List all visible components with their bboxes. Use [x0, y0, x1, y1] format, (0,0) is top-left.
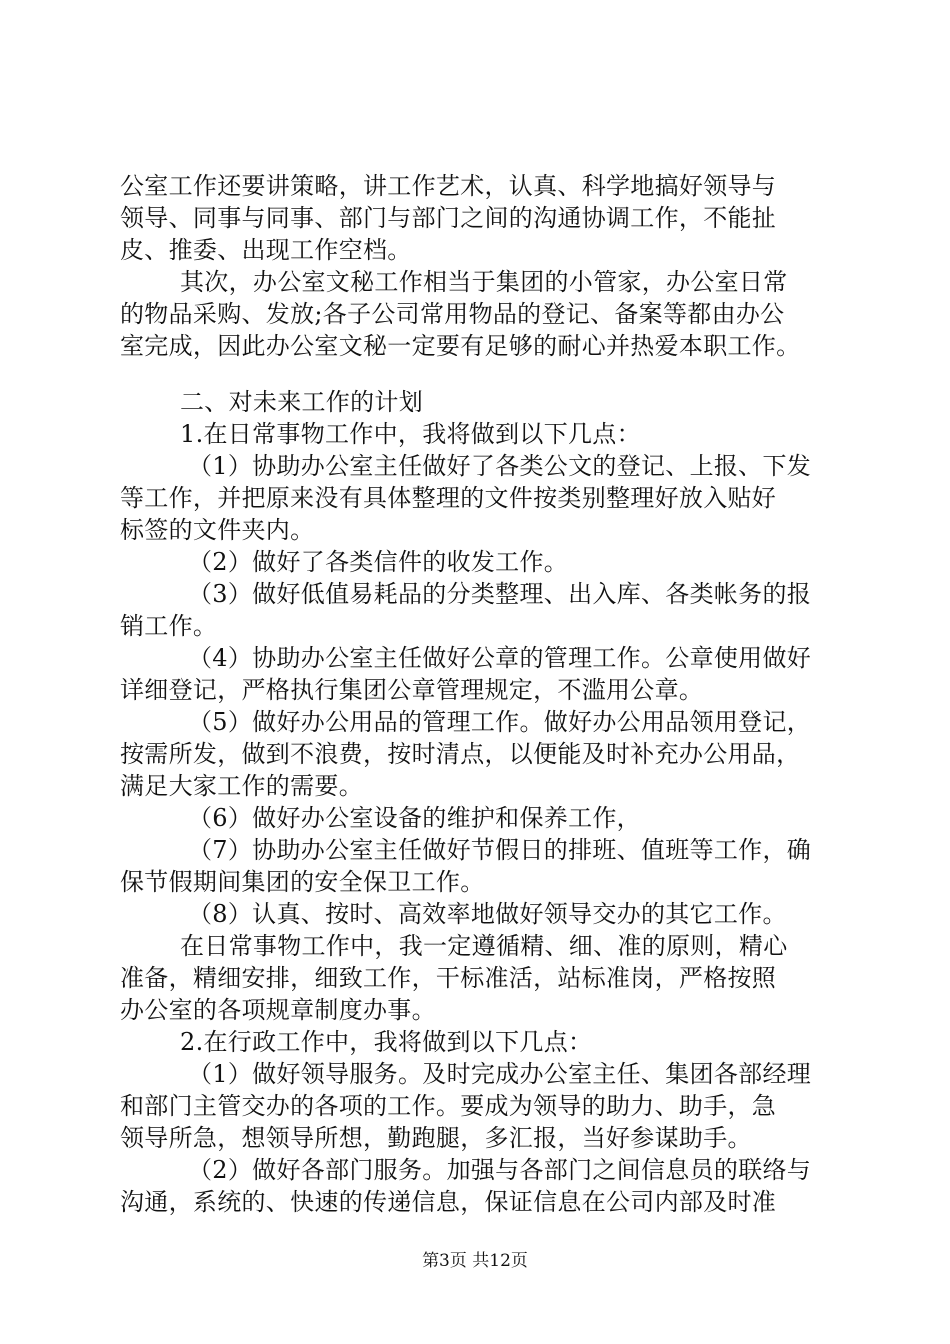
text-line: 领导、同事与同事、部门与部门之间的沟通协调工作，不能扯 [120, 204, 777, 232]
text-line: 公室工作还要讲策略，讲工作艺术，认真、科学地搞好领导与 [120, 172, 777, 200]
list-item: （8）认真、按时、高效率地做好领导交办的其它工作。 [188, 900, 787, 928]
text-line: 室完成，因此办公室文秘一定要有足够的耐心并热爱本职工作。 [120, 332, 801, 360]
body-text [120, 170, 840, 1218]
text-line: 按需所发，做到不浪费，按时清点，以便能及时补充办公用品， [120, 740, 801, 768]
list-item: （2）做好各部门服务。加强与各部门之间信息员的联络与 [188, 1156, 812, 1184]
text-line: 销工作。 [120, 612, 218, 640]
text-line: 在日常事物工作中，我一定遵循精、细、准的原则，精心 [180, 932, 788, 960]
text-line: 皮、推委、出现工作空档。 [120, 236, 412, 264]
text-line: 等工作，并把原来没有具体整理的文件按类别整理好放入贴好 [120, 484, 777, 512]
text-line: 的物品采购、发放;各子公司常用物品的登记、备案等都由办公 [120, 300, 785, 328]
text-line: 领导所急，想领导所想，勤跑腿，多汇报，当好参谋助手。 [120, 1124, 752, 1152]
text-line: 保节假期间集团的安全保卫工作。 [120, 868, 485, 896]
subsection-heading: 1.在日常事物工作中，我将做到以下几点： [180, 420, 641, 448]
list-item: （4）协助办公室主任做好公章的管理工作。公章使用做好 [188, 644, 812, 672]
text-line: 详细登记，严格执行集团公章管理规定，不滥用公章。 [120, 676, 704, 704]
page-number-footer: 第3页 共12页 [422, 1251, 528, 1271]
text-line: 准备，精细安排，细致工作，干标准活，站标准岗，严格按照 [120, 964, 777, 992]
list-item: （7）协助办公室主任做好节假日的排班、值班等工作，确 [188, 836, 812, 864]
text-line: 和部门主管交办的各项的工作。要成为领导的助力、助手，急 [120, 1092, 777, 1120]
text-line: 满足大家工作的需要。 [120, 772, 363, 800]
list-item: （2）做好了各类信件的收发工作。 [188, 548, 569, 576]
text-line: 办公室的各项规章制度办事。 [120, 996, 436, 1024]
list-item: （1）协助办公室主任做好了各类公文的登记、上报、下发 [188, 452, 812, 480]
list-item: （6）做好办公室设备的维护和保养工作， [188, 804, 641, 832]
text-line: 其次，办公室文秘工作相当于集团的小管家，办公室日常 [180, 268, 788, 296]
subsection-heading: 2.在行政工作中，我将做到以下几点： [180, 1028, 593, 1056]
paragraph-gap [120, 362, 840, 386]
list-item: （1）做好领导服务。及时完成办公室主任、集团各部经理 [188, 1060, 812, 1088]
text-line: 标签的文件夹内。 [120, 516, 315, 544]
list-item: （5）做好办公用品的管理工作。做好办公用品领用登记， [188, 708, 812, 736]
section-heading: 二、对未来工作的计划 [180, 388, 423, 416]
list-item: （3）做好低值易耗品的分类整理、出入库、各类帐务的报 [188, 580, 812, 608]
text-line: 沟通，系统的、快速的传递信息，保证信息在公司内部及时准 [120, 1188, 777, 1216]
